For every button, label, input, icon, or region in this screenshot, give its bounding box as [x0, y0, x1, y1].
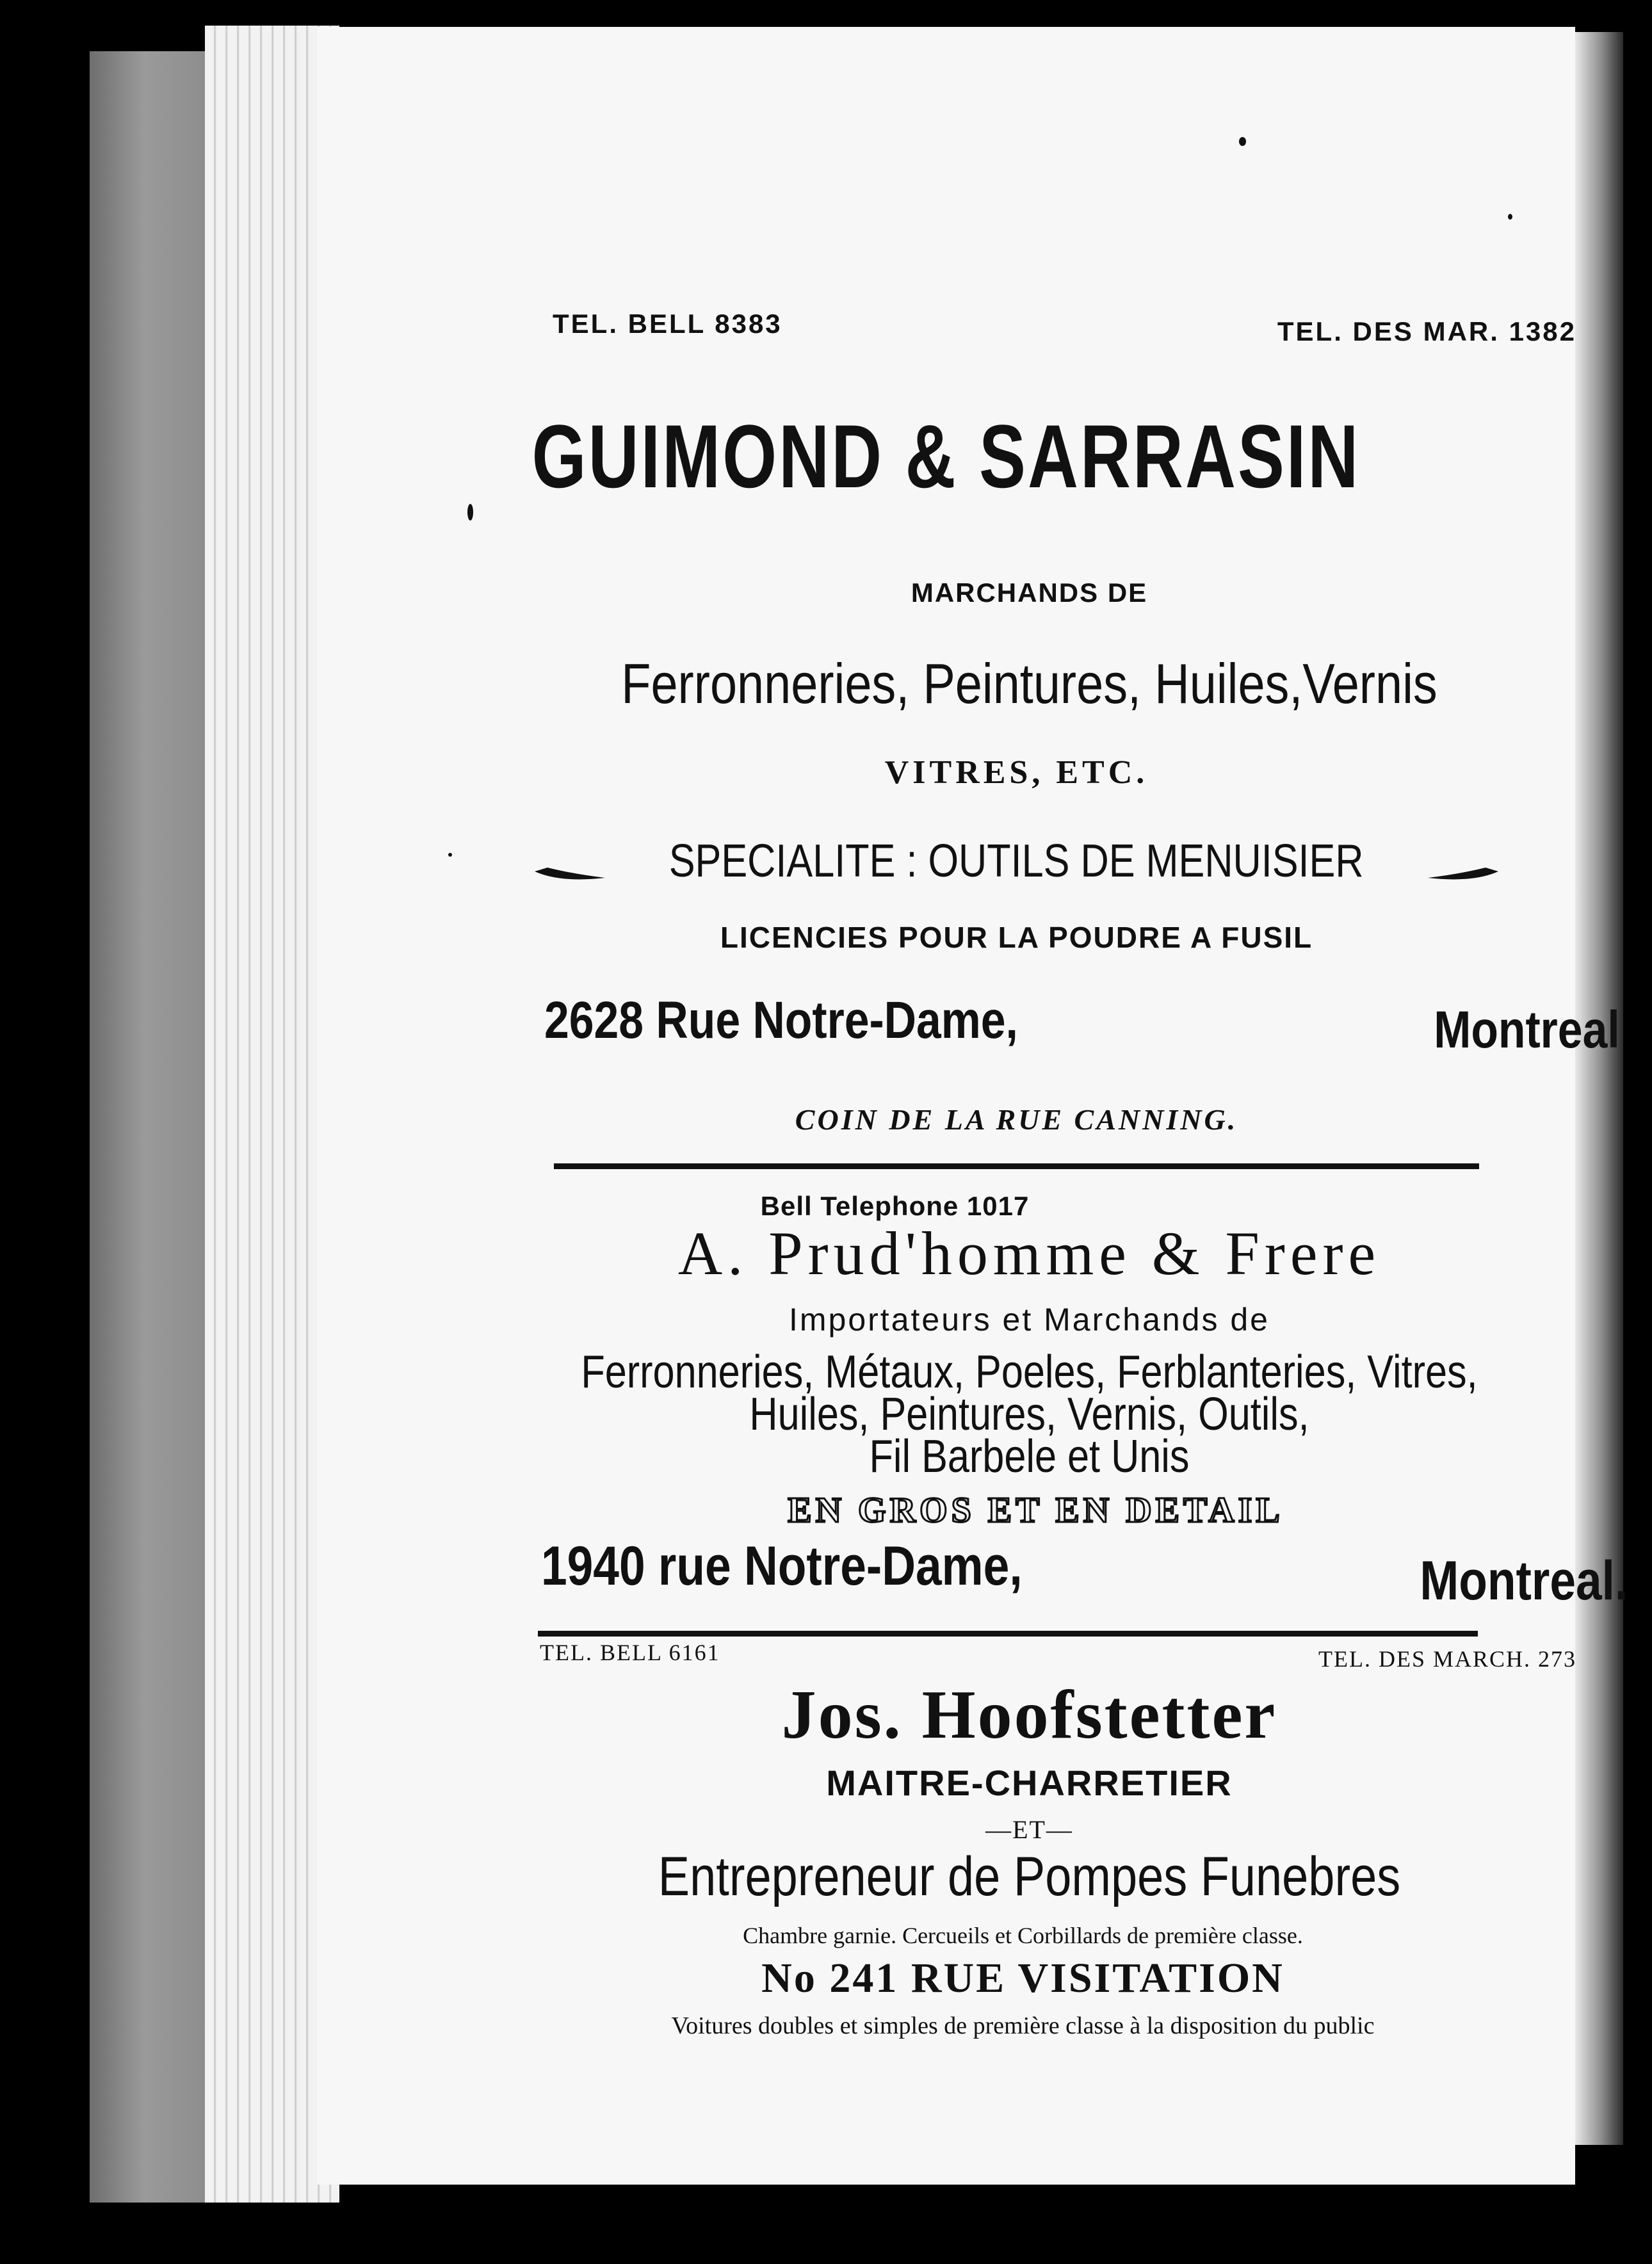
business-line: Entrepreneur de Pompes Funebres — [658, 1846, 1401, 1907]
city: Montreal — [1434, 1001, 1620, 1059]
wholesale-retail: EN GROS ET EN DETAIL — [788, 1491, 1284, 1530]
divider-rule — [554, 1163, 1479, 1169]
goods-line-1: Ferronneries, Métaux, Poeles, Ferblanteries, Vitres, — [581, 1346, 1478, 1398]
divider-rule — [538, 1631, 1478, 1637]
telephone-marchands: TEL. DES MAR. 1382 — [1277, 316, 1576, 346]
services-line: Chambre garnie. Cercueils et Corbillards de première classe. — [743, 1923, 1303, 1948]
street-address: No 241 RUE VISITATION — [761, 1955, 1284, 2001]
telephone-bell: TEL. BELL 8383 — [553, 309, 782, 339]
goods-extra: VITRES, ETC. — [884, 754, 1149, 791]
license-line: LICENCIES POUR LA POUDRE A FUSIL — [720, 921, 1313, 954]
street-address: 2628 Rue Notre-Dame, — [544, 991, 1018, 1049]
firm-subtitle: Importateurs et Marchands de — [789, 1302, 1270, 1338]
telephone-bell: Bell Telephone 1017 — [760, 1191, 1030, 1221]
firm-name: A. Prud'homme & Frere — [677, 1219, 1381, 1288]
goods-list: Ferronneries, Peintures, Huiles,Vernis — [621, 652, 1437, 715]
corner-note: COIN DE LA RUE CANNING. — [795, 1103, 1238, 1136]
conjunction: —ET— — [985, 1815, 1073, 1844]
firm-subtitle: MARCHANDS DE — [911, 578, 1148, 608]
scan-speck — [448, 853, 452, 857]
firm-name: Jos. Hoofstetter — [781, 1677, 1277, 1753]
book-cover-edge — [90, 51, 224, 2203]
goods-line-3: Fil Barbele et Unis — [869, 1431, 1190, 1482]
scan-speck — [1508, 214, 1512, 220]
specialty-text: SPECIALITE : OUTILS DE MENUISIER — [669, 836, 1364, 887]
specialty-line — [387, 835, 1646, 887]
telephone-marchands: TEL. DES MARCH. 273 — [1318, 1646, 1576, 1672]
goods-line-2: Huiles, Peintures, Vernis, Outils, — [749, 1389, 1309, 1440]
left-flourish-icon — [535, 866, 605, 882]
city: Montreal. — [1420, 1550, 1628, 1612]
scan-speck — [467, 504, 473, 521]
document-page — [317, 27, 1628, 2185]
firm-name: GUIMOND & SARRASIN — [531, 406, 1361, 506]
scan-speck — [1239, 137, 1246, 146]
street-address: 1940 rue Notre-Dame, — [541, 1535, 1023, 1597]
telephone-bell: TEL. BELL 6161 — [540, 1640, 720, 1665]
right-flourish-icon — [1428, 866, 1498, 882]
firm-title: MAITRE-CHARRETIER — [826, 1763, 1233, 1803]
carriages-line: Voitures doubles et simples de première classe à la disposition du public — [671, 2012, 1375, 2039]
